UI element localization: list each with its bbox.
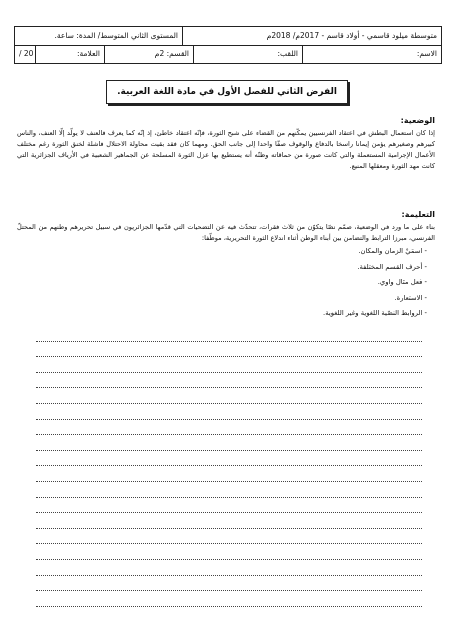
answer-line[interactable] <box>36 529 422 545</box>
instruction-label: التعليمة: <box>401 210 435 219</box>
header-table <box>14 26 442 64</box>
answer-line[interactable] <box>36 466 422 482</box>
grade-total-cell: / 20 <box>19 49 34 58</box>
answer-line[interactable] <box>36 451 422 467</box>
instruction-text: بناء على ما ورد في الوضعية، صمّم نصّا يتكوّن من ثلاث فقرات، تتحدّث فيه عن التضحيات التي قدّمها الجزائريون في سبيل تحريرهم وطنهم من المحتلّ الفرنسي، مبرزا الترابط والتضامن بين أبناء الوطن أثناء اندلاع الثورة التحريرية، موظّفا: <box>17 223 435 242</box>
surname-cell[interactable]: اللقب: <box>193 45 302 63</box>
answer-line[interactable] <box>36 342 422 358</box>
requirement-item: - أحرف القسم المختلفة. <box>357 262 427 271</box>
name-cell[interactable]: الاسم: <box>302 45 441 63</box>
answer-line[interactable] <box>36 576 422 592</box>
header-row-1 <box>15 27 441 46</box>
answer-line[interactable] <box>36 513 422 529</box>
answer-line[interactable] <box>36 420 422 436</box>
situation-label: الوضعية: <box>400 116 435 125</box>
answer-line[interactable] <box>36 591 422 607</box>
header-row-2 <box>15 45 441 63</box>
grade-cell[interactable]: العلامة: <box>35 45 104 63</box>
school-cell: متوسطة ميلود قاسمي - أولاد قاسم - 2017م/ 2018م <box>182 27 441 45</box>
answer-line[interactable] <box>36 388 422 404</box>
answer-line[interactable] <box>36 498 422 514</box>
answer-lines[interactable] <box>36 326 422 607</box>
answer-line[interactable] <box>36 482 422 498</box>
level-duration-cell: المستوى الثاني المتوسط/ المدة: ساعة. <box>54 31 178 40</box>
situation-text: إذا كان استعمال البطش في اعتقاد الفرنسيين يمكّنهم من القضاء على شبح الثورة، فإنّه اعتقاد خاطئ، إذ إنّه كما يعرف فالعنف لا يولّد إلّا العنف، والناس كبيرهم وصغيرهم يؤمن إيمانا راسخا بالدفاع والوقوف صفّا واحدا إلى جانب الحق. ومهما كان فقد بقيت محاولة الاحتلال فاشلة لخنق الثورة رغم مختلف الأعمال الإجرامية المستعملة والتي كانت صورة من حماقاته وظنّه أنه يستطيع بها عزل الثورة المسلحة عن الجماهير الشعبية في الأرياف الجزائرية التي كانت مهد الثورة ومعقلها المنيع. <box>17 129 435 170</box>
answer-line[interactable] <box>36 404 422 420</box>
class-cell: القسم: 2م <box>104 45 193 63</box>
answer-line[interactable] <box>36 435 422 451</box>
answer-line[interactable] <box>36 560 422 576</box>
answer-line[interactable] <box>36 544 422 560</box>
answer-line[interactable] <box>36 357 422 373</box>
exam-title: الفرض الثاني للفصل الأول في مادة اللغة العربية. <box>106 80 348 104</box>
requirement-item: - اسمَيْ الزمان والمكان. <box>358 247 427 255</box>
answer-line[interactable] <box>36 326 422 342</box>
answer-line[interactable] <box>36 373 422 389</box>
requirement-item: - الاستعارة. <box>394 293 427 302</box>
requirement-item: - الروابط النصّية اللغوية وغير اللغوية. <box>323 309 427 318</box>
requirements-list <box>323 244 427 322</box>
requirement-item: - فعل مثال واوي. <box>377 278 427 287</box>
